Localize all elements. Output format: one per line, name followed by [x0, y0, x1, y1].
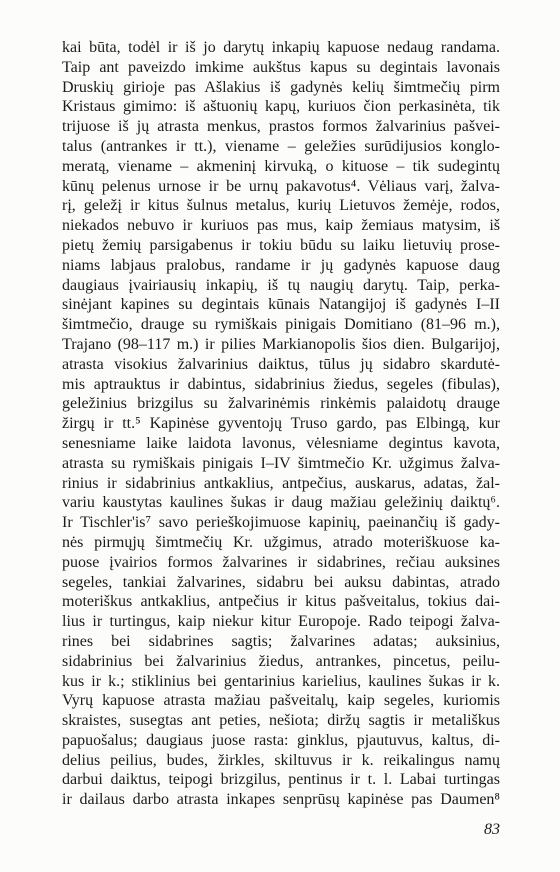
- text-line: puose įvairios formos žalvarines ir sidabrines, rečiau auksines: [62, 553, 500, 571]
- text-line: papuošalus; daugiaus juose rasta: ginklus, pjautuvus, kaltus, di-: [62, 731, 500, 749]
- text-line: Taip ant paveizdo imkime aukštus kapus su degintais lavonais: [62, 58, 500, 76]
- text-line: meratą, viename – akmeninį kirvuką, o kituose – tik sudegintų: [62, 157, 500, 175]
- text-line: rines bei sidabrines sagtis; žalvarines adatas; auksinius,: [62, 632, 500, 650]
- text-line: rį, geležį ir kitus šulnus metalus, kurių Lietuvos žemėje, rodos,: [62, 197, 500, 215]
- text-line: kai būta, todėl ir iš jo darytų inkapių kapuose nedaug randama.: [62, 39, 500, 56]
- text-line: skraistes, susegtas ant peties, nešiota; diržų sagtis ir metališkus: [62, 712, 500, 730]
- text-line: mis aptrauktus ir dabintus, sidabrinius žiedus, segeles (fibulas),: [62, 375, 500, 393]
- text-line: kūnų pelenus urnose ir be urnų pakavotus⁴. Vėliaus varį, žalva-: [62, 177, 500, 195]
- text-line: Ir Tischler'is⁷ savo perieškojimuose kapinių, paeinančių iš gady-: [62, 514, 500, 532]
- text-line: delius peilius, budes, žirkles, skiltuvus ir k. reikalingus namų: [62, 751, 500, 769]
- text-line: variu kaustytas kaulines šukas ir daug mažiau geležinių daiktų⁶.: [62, 494, 500, 512]
- text-line: geležinius brizgilus su žalvarinėmis rinkėmis palaidotų drauge: [62, 395, 500, 413]
- text-line: sinėjant kapines su degintais kūnais Natangijoj iš gadynės I–II: [62, 296, 500, 314]
- text-line: Vyrų kapuose atrasta mažiau pašveitalų, kaip segeles, kuriomis: [62, 692, 500, 710]
- text-line: niekados nebuvo ir kuriuos pas mus, kaip žemiaus matysim, iš: [62, 217, 500, 235]
- text-line: Kristaus gimimo: iš aštuonių kapų, kuriuos čion perkasinėta, tik: [62, 98, 500, 116]
- text-line: darbui daiktus, teipogi brizgilus, pentinus ir t. l. Labai turtingas: [62, 771, 500, 789]
- text-line: šimtmečio, drauge su rymiškais pinigais Domitiano (81–96 m.),: [62, 316, 500, 334]
- text-line: nės pirmųjų šimtmečių Kr. užgimus, atrado moteriškuose ka-: [62, 533, 500, 551]
- text-line: rinius ir sidabrinius antkaklius, antpečius, auskarus, adatas, žal-: [62, 474, 500, 492]
- text-line: moteriškus antkaklius, antpečius ir kitus pašveitalus, tokius dai-: [62, 593, 500, 611]
- text-line: talus (antrankes ir tt.), viename – geležies surūdijusios konglo-: [62, 137, 500, 155]
- text-line: sidabrinius bei žalvarinius žiedus, antrankes, pincetus, peilu-: [62, 652, 500, 670]
- body-text: [62, 38, 500, 810]
- text-line: segeles, tankiai žalvarines, sidabru bei auksu dabintas, atrado: [62, 573, 500, 591]
- text-line: atrasta visokius žalvarinius daiktus, tūlus jų sidabro skardutė-: [62, 355, 500, 373]
- text-line: ir dailaus darbo atrasta inkapes senprūsų kapinėse pas Daumen⁸: [62, 791, 500, 809]
- text-line: niams labjaus pralobus, randame ir jų gadynės kapuose daug: [62, 256, 500, 274]
- text-line: senesniame laike laidota lavonus, vėlesniame degintus kavota,: [62, 434, 500, 452]
- text-line: lius ir turtingus, kaip niekur kitur Europoje. Rado teipogi žalva-: [62, 613, 500, 631]
- text-line: Druskių girioje pas Ašlakius iš gadynės kelių šimtmečių pirm: [62, 78, 500, 96]
- text-line: atrasta su rymiškais pinigais I–IV šimtmečio Kr. užgimus žalva-: [62, 454, 500, 472]
- text-line: trijuose iš jų atrasta menkus, prastos formos žalvarinius pašvei-: [62, 118, 500, 136]
- text-line: pietų žemių parsigabenus ir tokiu būdu su laiku lietuvių prose-: [62, 236, 500, 254]
- text-line: kus ir k.; stiklinius bei gentarinius karielius, kaulines šukas ir k.: [62, 672, 500, 690]
- text-line: žirgų ir tt.⁵ Kapinėse gyventojų Truso gardo, pas Elbingą, kur: [62, 415, 500, 433]
- text-line: daugiaus įvairiausių inkapių, iš tų naugių darytų. Taip, perka-: [62, 276, 500, 294]
- text-line: Trajano (98–117 m.) ir pilies Markianopolis šios dien. Bulgarijoj,: [62, 335, 500, 353]
- page-number: 83: [484, 821, 500, 838]
